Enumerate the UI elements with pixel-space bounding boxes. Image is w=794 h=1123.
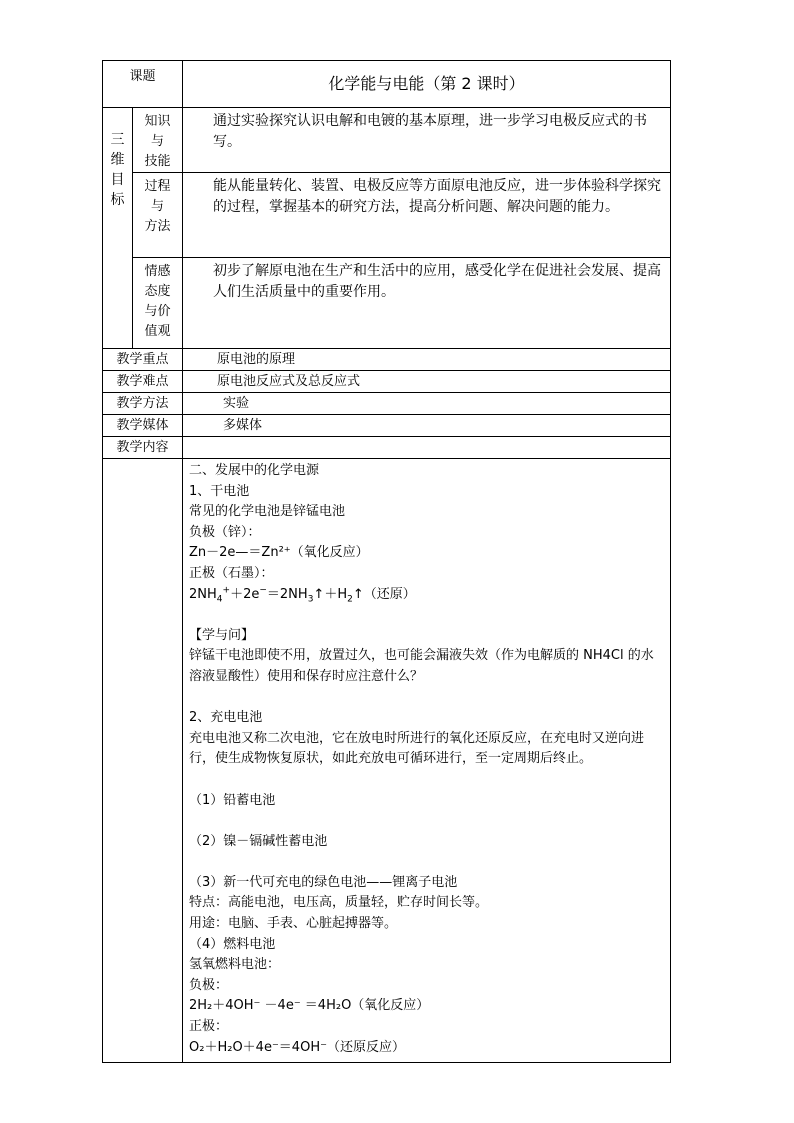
- content-row: [103, 459, 671, 1063]
- info-value: 实验: [183, 393, 671, 415]
- objective-label: [133, 258, 183, 349]
- objective-row-knowledge: [103, 108, 671, 173]
- info-row-methods: [103, 393, 671, 415]
- content-line: （4）燃料电池: [189, 936, 276, 952]
- content-line: 常见的化学电池是锌锰电池: [189, 504, 346, 520]
- group-char: 维: [110, 152, 125, 168]
- content-body: [183, 459, 671, 1063]
- label-line: 与: [151, 134, 165, 149]
- learn-ask-title: 【学与问】: [189, 627, 255, 643]
- equation: O₂＋H₂O＋4e⁻＝4OH⁻（还原反应）: [189, 1039, 405, 1055]
- equation: Zn－2e—＝Zn²⁺（氧化反应）: [189, 545, 369, 561]
- content-line: 用途：电脑、手表、心脏起搏器等。: [189, 916, 398, 932]
- info-row-media: [103, 415, 671, 437]
- objective-text: 初步了解原电池在生产和生活中的应用，感受化学在促进社会发展、提高人们生活质量中的重要作用。: [183, 258, 671, 349]
- group-char: 标: [110, 192, 125, 208]
- eq-sup: +: [222, 585, 231, 596]
- label-line: 情感: [144, 264, 171, 279]
- label-line: 过程: [144, 179, 171, 194]
- label-line: 方法: [144, 219, 171, 234]
- eq-sub: 2: [347, 594, 353, 605]
- spacer: [189, 852, 664, 873]
- label-line: 与: [151, 199, 165, 214]
- content-line: （3）新一代可充电的绿色电池——锂离子电池: [189, 874, 458, 890]
- info-label: 教学方法: [103, 393, 183, 415]
- page-title: 化学能与电能（第 2 课时）: [183, 61, 671, 108]
- content-line: 氢氧燃料电池：: [189, 957, 281, 973]
- objective-row-process: [103, 173, 671, 258]
- eq-sub: 4: [216, 594, 223, 605]
- learn-ask-text: 锌锰干电池即使不用，放置过久，也可能会漏液失效（作为电解质的 NH4Cl 的水溶液显酸性）使用和保存时应注意什么？: [189, 648, 654, 684]
- objective-text: 能从能量转化、装置、电极反应等方面原电池反应，进一步体验科学探究的过程，掌握基本的研究方法，提高分析问题、解决问题的能力。: [183, 173, 671, 258]
- info-value: [183, 437, 671, 459]
- info-label: 教学内容: [103, 437, 183, 459]
- info-row-content: [103, 437, 671, 459]
- equation: 2H₂＋4OH⁻ －4e⁻ ＝4H₂O（氧化反应）: [189, 998, 430, 1014]
- eq-part: 2NH: [189, 586, 217, 602]
- label-line: 与价: [144, 304, 171, 319]
- group-char: 目: [110, 172, 125, 188]
- content-label-cell: [103, 459, 183, 1063]
- info-row-key-points: [103, 349, 671, 371]
- content-line: 正极：: [189, 1019, 229, 1035]
- content-line: （2）镍－镉碱性蓄电池: [189, 833, 328, 849]
- eq-part: ↑＋H: [313, 586, 348, 602]
- objective-row-attitude: [103, 258, 671, 349]
- eq-part: ↑（还原）: [352, 586, 416, 602]
- objective-label: [133, 173, 183, 258]
- info-label: 教学媒体: [103, 415, 183, 437]
- objective-label: [133, 108, 183, 173]
- info-value: 原电池反应式及总反应式: [183, 371, 671, 393]
- label-line: 知识: [144, 114, 171, 129]
- label-line: 值观: [144, 324, 171, 339]
- spacer: [189, 688, 664, 709]
- info-value: 原电池的原理: [183, 349, 671, 371]
- spacer: [189, 770, 664, 791]
- spacer: [189, 605, 664, 626]
- subsection-title: 1、干电池: [189, 483, 250, 499]
- section-title: 二、发展中的化学电源: [189, 463, 320, 478]
- spacer: [189, 811, 664, 832]
- content-line: 特点：高能电池，电压高，质量轻，贮存时间长等。: [189, 895, 489, 911]
- header-row: [103, 61, 671, 108]
- content-line: 正极（石墨）：: [189, 565, 274, 581]
- info-label: 教学难点: [103, 371, 183, 393]
- eq-sub: 3: [307, 594, 314, 605]
- group-char: 三: [110, 132, 125, 148]
- eq-part: ＝2NH: [266, 586, 308, 602]
- subsection-title: 2、充电电池: [189, 710, 263, 726]
- lesson-plan-table: [102, 60, 671, 1063]
- info-row-difficulties: [103, 371, 671, 393]
- content-line: （1）铅蓄电池: [189, 792, 276, 808]
- info-value: 多媒体: [183, 415, 671, 437]
- eq-part: ＋2e: [230, 586, 260, 602]
- label-line: 技能: [144, 154, 171, 169]
- info-label: 教学重点: [103, 349, 183, 371]
- topic-label: 课题: [103, 61, 183, 108]
- objective-text: 通过实验探究认识电解和电镀的基本原理，进一步学习电极反应式的书写。: [183, 108, 671, 173]
- content-line: 负极：: [189, 977, 229, 993]
- label-line: 态度: [144, 284, 171, 299]
- equation: [189, 585, 664, 606]
- content-paragraph: 充电电池又称二次电池，它在放电时所进行的氧化还原反应，在充电时又逆向进行，使生成物恢复原状，如此充放电可循环进行，至一定周期后终止。: [189, 730, 645, 767]
- eq-sup: −: [259, 585, 267, 596]
- objectives-group-label: [103, 108, 133, 349]
- content-line: 负极（锌）：: [189, 524, 261, 540]
